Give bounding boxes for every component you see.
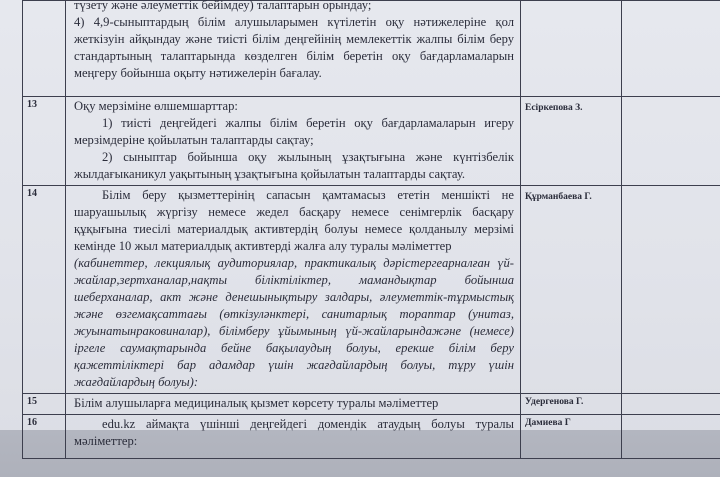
table-row bbox=[23, 186, 720, 394]
text-line: Білім алушыларға медициналық қызмет көрсету туралы мәліметтер bbox=[74, 396, 439, 410]
responsible-person: Дамиева Г bbox=[521, 415, 622, 459]
empty-cell bbox=[622, 1, 720, 97]
row-number bbox=[23, 1, 66, 97]
row-number: 15 bbox=[23, 394, 66, 415]
responsible-person: Есіркепова З. bbox=[521, 97, 622, 186]
empty-cell bbox=[622, 415, 720, 459]
row-number: 16 bbox=[23, 415, 66, 459]
row-text bbox=[66, 415, 521, 459]
row-text bbox=[66, 186, 521, 394]
requirements-table bbox=[22, 0, 720, 459]
text-line: 1) тиісті деңгейдегі жалпы білім беретін оқу бағдарламаларын игеру мерзімдеріне қойылатын талаптарды сақтау; bbox=[74, 116, 514, 147]
text-line: edu.kz аймақта үшінші деңгейдегі домендік атаудың болуы туралы мәліметтер: bbox=[74, 417, 514, 448]
table-row bbox=[23, 394, 720, 415]
empty-cell bbox=[622, 97, 720, 186]
row-text bbox=[66, 1, 521, 97]
text-line: 2) сыныптар бойынша оқу жылының ұзақтығына және күнтізбелік жылдағыканикул уақытының ұзақтығына қойылатын талаптарды сақтау. bbox=[74, 150, 514, 181]
row-number: 13 bbox=[23, 97, 66, 186]
row-text bbox=[66, 97, 521, 186]
row-number: 14 bbox=[23, 186, 66, 394]
responsible-person: Удергенова Г. bbox=[521, 394, 622, 415]
text-line: 4) 4,9-сыныптардың білім алушыларымен күтілетін оқу нәтижелеріне қол жеткізуін айқындау және тиісті білім деңгейінің мемлекеттік жалпы білім беру стандартының талаптарында көзделген білім беретін оқу бағдарламаларын меңгеру бойынша оқыту нәтижелерін бағалау. bbox=[74, 15, 514, 80]
empty-cell bbox=[622, 394, 720, 415]
responsible-person bbox=[521, 1, 622, 97]
table-row bbox=[23, 1, 720, 97]
responsible-person: Құрманбаева Г. bbox=[521, 186, 622, 394]
text-line: Білім беру қызметтерінің сапасын қамтамасыз ететін меншікті не шаруашылық жүргізу немесе жедел басқару немесе сенімгерлік басқару құқығына тиесілі материалдық активтердің болуы немесе қолданылу мерзімі кемінде 10 жыл материалдық активтерді жалға алу туралы мәліметтер bbox=[74, 188, 514, 253]
text-line: Оқу мерзіміне өлшемшарттар: bbox=[74, 99, 238, 113]
text-line: түзету және әлеуметтік бейімдеу) талаптарын орындау; bbox=[74, 0, 372, 12]
table-row bbox=[23, 415, 720, 459]
row-text bbox=[66, 394, 521, 415]
table-row bbox=[23, 97, 720, 186]
text-line-italic: (кабинеттер, лекциялық аудиториялар, практикалық дәрістергеарналған үй-жайлар,зертханалар,нақты біліктіліктер, мамандықтар бойынша шеберханалар, акт және денешынықтыру залдары, әлеуметтік-тұрмыстық және өзгемақсаттағы (өткізуләнктері, санитарлық торaптар (унитаз, жуынатынраковиналар), білімберу ұйымының үй-жайларындажәне (немесе) іргеле саумақтарында бейне бақылаудың болуы, ерекше білім беру қажеттіліктері бар адамдар үшін жағдайлардың болуы, тұру үшін жағдайлардың болуы): bbox=[74, 256, 514, 389]
empty-cell bbox=[622, 186, 720, 394]
